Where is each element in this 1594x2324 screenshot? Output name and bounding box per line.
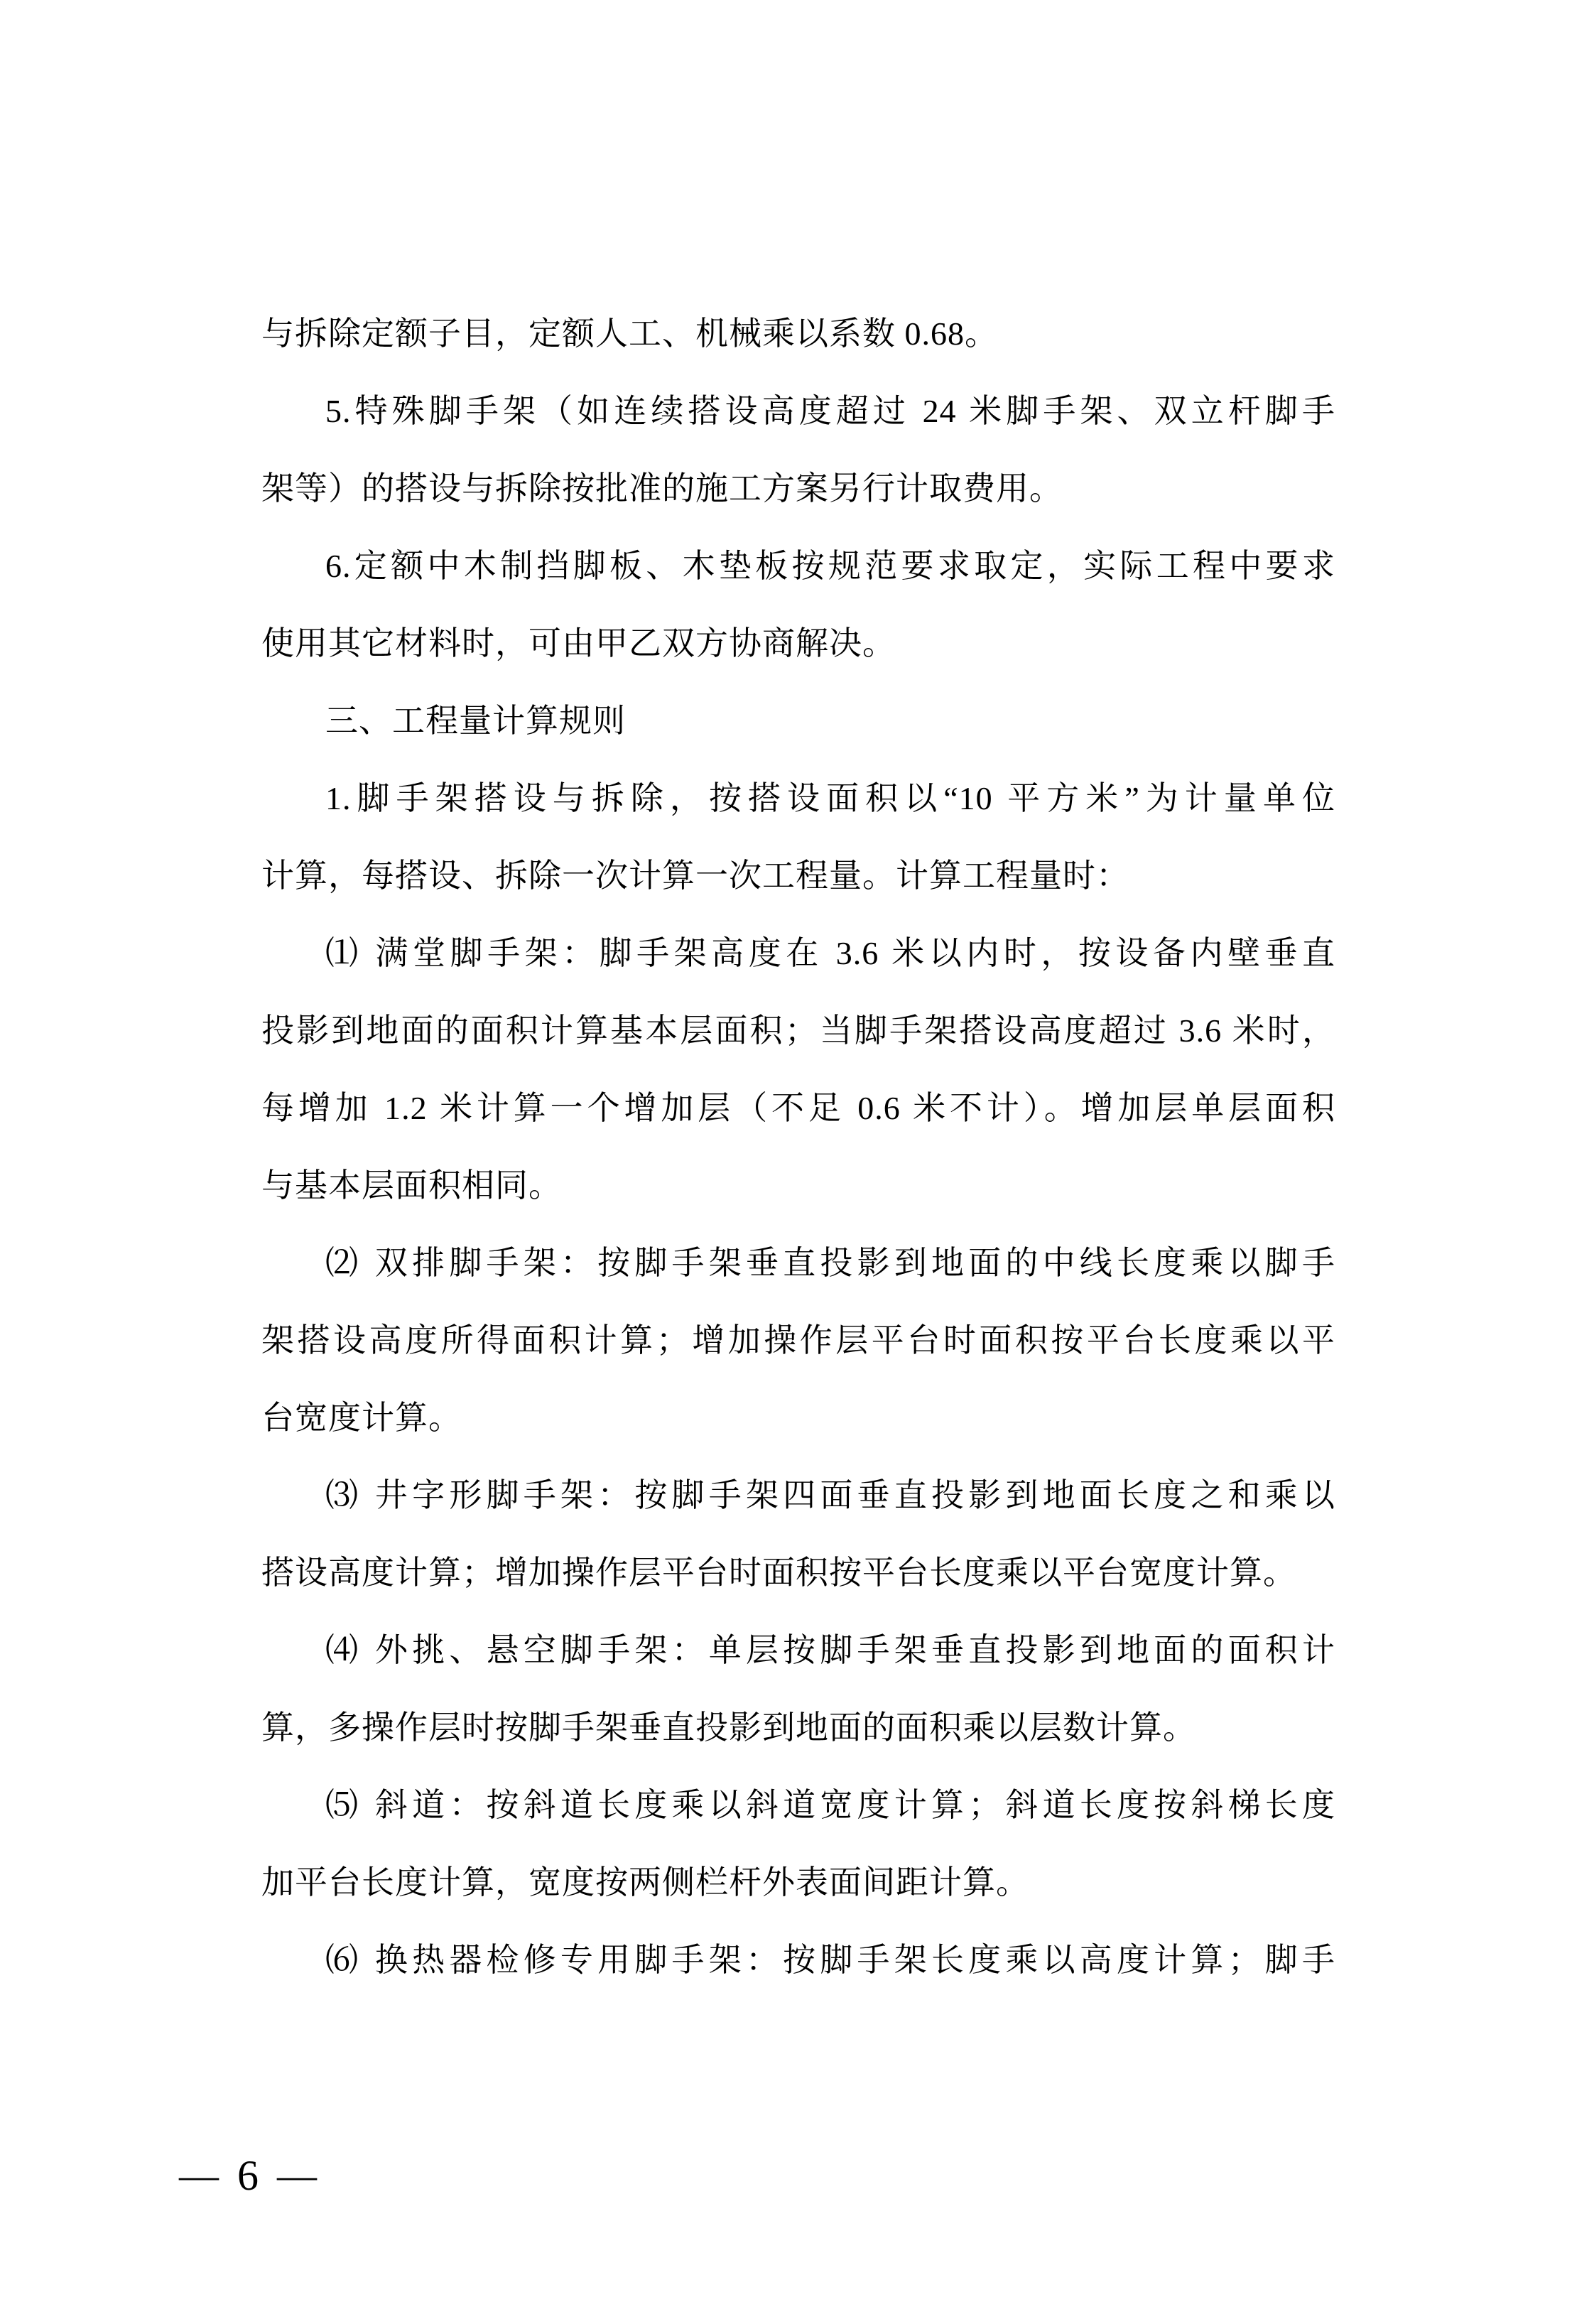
text-line: 1.脚手架搭设与拆除，按搭设面积以“10 平方米”为计量单位 (325, 780, 1335, 816)
text-line: ⑵ 双排脚手架：按脚手架垂直投影到地面的中线长度乘以脚手 (325, 1245, 1335, 1281)
text-line: 计算，每搭设、拆除一次计算一次工程量。计算工程量时： (261, 858, 1129, 894)
text-line: 6.定额中木制挡脚板、木垫板按规范要求取定，实际工程中要求 (325, 548, 1335, 584)
body-text (261, 295, 1335, 1999)
text-line: 台宽度计算。 (261, 1400, 462, 1436)
text-line: 每增加 1.2 米计算一个增加层（不足 0.6 米不计）。增加层单层面积 (261, 1090, 1335, 1126)
page-number: 6 (237, 2151, 259, 2199)
text-line: 架等）的搭设与拆除按批准的施工方案另行计取费用。 (261, 470, 1063, 507)
text-line: 加平台长度计算，宽度按两侧栏杆外表面间距计算。 (261, 1864, 1029, 1901)
text-line: 与基本层面积相同。 (261, 1167, 562, 1204)
text-line: ⑹ 换热器检修专用脚手架：按脚手架长度乘以高度计算；脚手 (325, 1942, 1335, 1978)
text-line: ⑷ 外挑、悬空脚手架：单层按脚手架垂直投影到地面的面积计 (325, 1632, 1335, 1668)
text-line: 搭设高度计算；增加操作层平台时面积按平台长度乘以平台宽度计算。 (261, 1555, 1296, 1591)
page-footer (179, 2147, 317, 2204)
text-line: 5.特殊脚手架（如连续搭设高度超过 24 米脚手架、双立杆脚手 (325, 393, 1335, 429)
footer-dash-right: — (277, 2153, 317, 2198)
footer-dash-left: — (179, 2153, 219, 2198)
text-line: 架搭设高度所得面积计算；增加操作层平台时面积按平台长度乘以平 (261, 1322, 1335, 1358)
text-line: ⑶ 井字形脚手架：按脚手架四面垂直投影到地面长度之和乘以 (325, 1477, 1335, 1513)
text-line: 算，多操作层时按脚手架垂直投影到地面的面积乘以层数计算。 (261, 1709, 1196, 1746)
text-line: ⑴ 满堂脚手架：脚手架高度在 3.6 米以内时，按设备内壁垂直 (325, 935, 1335, 971)
text-line: 与拆除定额子目，定额人工、机械乘以系数 0.68。 (261, 315, 998, 352)
text-line: 投影到地面的面积计算基本层面积；当脚手架搭设高度超过 3.6 米时， (261, 1012, 1335, 1049)
text-line: 三、工程量计算规则 (325, 703, 626, 739)
text-line: 使用其它材料时，可由甲乙双方协商解决。 (261, 625, 896, 661)
text-line: ⑸ 斜道：按斜道长度乘以斜道宽度计算；斜道长度按斜梯长度 (325, 1787, 1335, 1823)
